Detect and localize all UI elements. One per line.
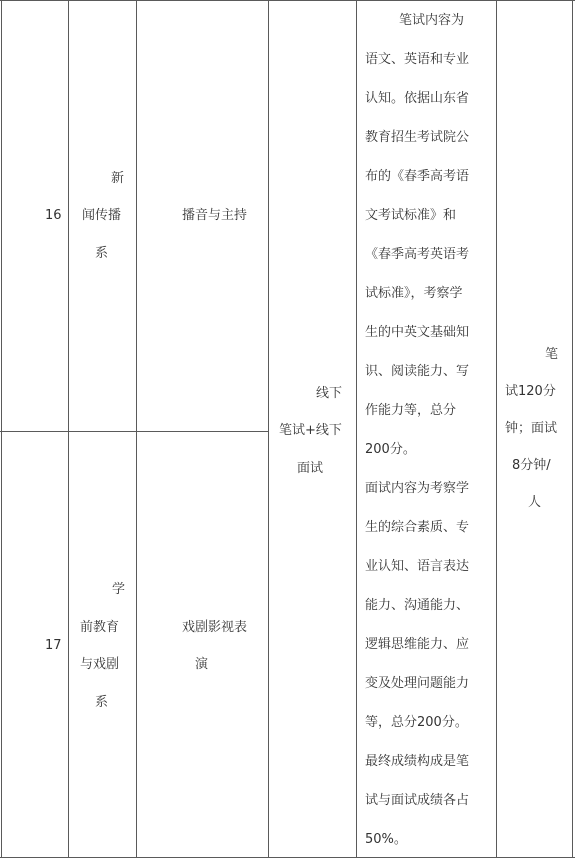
- column-divider: [496, 0, 497, 858]
- department-name-line: 系: [95, 246, 109, 261]
- exam-content-line: 教育招生考试院公: [365, 130, 470, 145]
- exam-duration-line: 人: [528, 495, 542, 510]
- exam-content-line: 试标准》，考察学: [365, 286, 463, 301]
- exam-content-line: 变及处理问题能力: [365, 676, 470, 691]
- department-name-line: 学: [112, 582, 126, 597]
- exam-content-line: 能力、沟通能力、: [365, 598, 470, 613]
- exam-content-line: 笔试内容为: [399, 13, 465, 28]
- exam-content-line: 50%。: [365, 832, 407, 847]
- table-border-left: [1, 0, 2, 858]
- exam-content-line: 布的《春季高考语: [365, 169, 470, 184]
- row-number: 16: [45, 208, 62, 223]
- department-name-line: 系: [95, 695, 109, 710]
- major-name-line: 播音与主持: [182, 208, 248, 223]
- table-border-bottom: [0, 857, 575, 858]
- exam-content-line: 生的综合素质、专: [365, 520, 470, 535]
- exam-content-line: 《春季高考英语考: [365, 247, 470, 262]
- row-divider: [0, 431, 268, 432]
- major-name-line: 演: [195, 657, 209, 672]
- exam-format-line: 面试: [297, 461, 324, 476]
- exam-format-line: 笔试+线下: [279, 423, 342, 438]
- exam-duration-line: 试120分: [505, 384, 556, 399]
- exam-duration-line: 8分钟/: [512, 458, 551, 473]
- exam-content-line: 认知。依据山东省: [365, 91, 470, 106]
- row-number: 17: [45, 638, 62, 653]
- exam-content-line: 生的中英文基础知: [365, 325, 470, 340]
- column-divider: [136, 0, 137, 858]
- department-name-line: 新: [111, 171, 125, 186]
- exam-content-line: 业认知、语言表达: [365, 559, 470, 574]
- exam-content-line: 识、阅读能力、写: [365, 364, 470, 379]
- exam-content-line: 等，总分200分。: [365, 715, 468, 730]
- department-name-line: 与戏剧: [80, 657, 120, 672]
- column-divider: [68, 0, 69, 858]
- exam-content-line: 200分。: [365, 442, 416, 457]
- exam-duration-line: 钟；面试: [505, 421, 558, 436]
- table-border-top: [0, 0, 575, 1]
- exam-content-line: 试与面试成绩各占: [365, 793, 470, 808]
- exam-content-line: 最终成绩构成是笔: [365, 754, 470, 769]
- exam-content-line: 逻辑思维能力、应: [365, 637, 470, 652]
- exam-content-line: 作能力等，总分: [365, 403, 457, 418]
- column-divider: [356, 0, 357, 858]
- exam-format-line: 线下: [316, 386, 343, 401]
- exam-content-line: 语文、英语和专业: [365, 52, 470, 67]
- table-border-right: [572, 0, 573, 858]
- department-name-line: 闻传播: [82, 208, 122, 223]
- exam-content-line: 文考试标准》和: [365, 208, 457, 223]
- department-name-line: 前教育: [80, 620, 120, 635]
- exam-content-line: 面试内容为考察学: [365, 481, 470, 496]
- major-name-line: 戏剧影视表: [182, 620, 248, 635]
- exam-duration-line: 笔: [545, 347, 559, 362]
- column-divider: [268, 0, 269, 858]
